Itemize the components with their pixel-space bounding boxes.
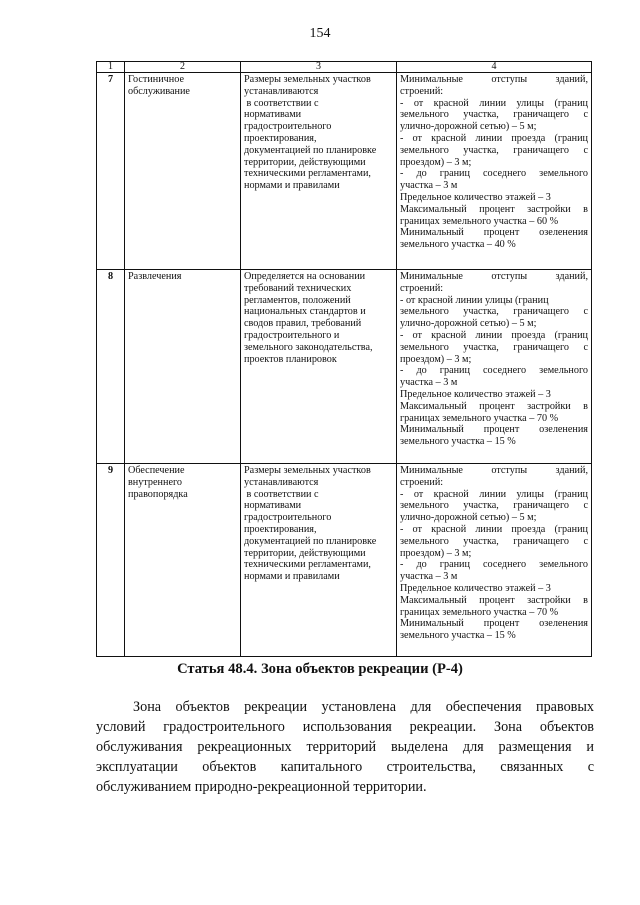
parameter-line: Минимальный процент озеленения: [400, 227, 588, 239]
parameter-line: - от красной линии проезда (границ: [400, 523, 588, 535]
plot-size-cell: [241, 464, 397, 657]
parameter-line: - от красной линии проезда (границ: [400, 132, 588, 144]
parameter-line: - до границ соседнего земельного: [400, 168, 588, 180]
plot-size-line: проектирования,: [244, 132, 317, 144]
plot-size-line: территории, действующими: [244, 547, 366, 559]
plot-size-line: Размеры земельных участков: [244, 465, 371, 476]
paragraph-line: Зона объектов рекреации установлена для обеспечения правовых: [133, 699, 594, 715]
table-header-row: [97, 62, 592, 73]
plot-size-line: земельного законодательства,: [244, 341, 373, 353]
plot-size-line: территории, действующими: [244, 156, 366, 168]
use-type-line: внутреннего: [128, 476, 182, 488]
plot-size-line: требований технических: [244, 282, 352, 294]
column-header: 4: [397, 62, 592, 73]
parameter-line: Максимальный процент застройки в: [400, 594, 588, 606]
parameter-line: Максимальный процент застройки в: [400, 400, 588, 412]
parameter-line: Предельное количество этажей – 3: [400, 582, 551, 594]
parameter-line: земельного участка, граничащего с: [400, 500, 588, 512]
plot-size-line: документацией по планировке: [244, 535, 377, 547]
parameter-line: - от красной линии улицы (границ: [400, 97, 588, 109]
plot-size-line: нормативами: [244, 109, 302, 121]
parameter-line: земельного участка, граничащего с: [400, 306, 588, 318]
column-header: 1: [97, 62, 125, 73]
parameter-line: Минимальный процент озеленения: [400, 618, 588, 630]
use-type-line: Развлечения: [128, 271, 182, 282]
plot-size-line: документацией по планировке: [244, 144, 377, 156]
plot-size-line: проектирования,: [244, 523, 317, 535]
paragraph-line: условий градостроительного использования рекреации. Зона объектов: [96, 719, 594, 735]
parameter-line: - до границ соседнего земельного: [400, 559, 588, 571]
parameter-line: земельного участка – 40 %: [400, 239, 516, 251]
plot-size-line: проектов планировок: [244, 353, 337, 365]
parameter-line: строений:: [400, 476, 444, 488]
parameter-line: земельного участка, граничащего с: [400, 144, 588, 156]
plot-size-line: в соответствии с: [244, 488, 319, 500]
table-row: [97, 464, 592, 657]
page-number: 154: [309, 26, 331, 41]
parameter-line: земельного участка, граничащего с: [400, 535, 588, 547]
parameter-line: границах земельного участка – 60 %: [400, 215, 559, 227]
parameter-line: Минимальные отступы зданий,: [400, 74, 588, 85]
parameter-line: Максимальный процент застройки в: [400, 203, 588, 215]
parameter-line: земельного участка, граничащего с: [400, 341, 588, 353]
parameter-line: границах земельного участка – 70 %: [400, 606, 559, 618]
paragraph-line: обслуживанием природно-рекреационной территории.: [96, 779, 427, 795]
parameter-line: Минимальные отступы зданий,: [400, 271, 588, 282]
plot-size-line: градостроительного и: [244, 329, 340, 341]
plot-size-line: национальных стандартов и: [244, 306, 366, 318]
column-header: 2: [125, 62, 241, 73]
parameters-cell: [397, 270, 592, 464]
plot-size-line: регламентов, положений: [244, 294, 351, 306]
plot-size-line: Определяется на основании: [244, 271, 366, 282]
plot-size-line: Размеры земельных участков: [244, 74, 371, 85]
use-type-cell: [125, 270, 241, 464]
paragraph-line: эксплуатации объектов капитального строительства, связанных с: [96, 759, 594, 775]
parameter-line: строений:: [400, 282, 444, 294]
plot-size-line: нормами и правилами: [244, 180, 340, 192]
article-paragraph: [96, 697, 594, 797]
parameter-line: Предельное количество этажей – 3: [400, 388, 551, 400]
parameter-line: участка – 3 м: [400, 571, 458, 583]
table-row: [97, 73, 592, 270]
parameter-line: проездом) – 3 м;: [400, 156, 472, 168]
plot-size-line: градостроительного: [244, 512, 332, 524]
column-header: 3: [241, 62, 397, 73]
parameters-cell: [397, 464, 592, 657]
row-number: 8: [97, 270, 125, 464]
parameter-line: проездом) – 3 м;: [400, 353, 472, 365]
use-type-cell: [125, 73, 241, 270]
parameter-line: земельного участка – 15 %: [400, 436, 516, 448]
plot-size-line: техническими регламентами,: [244, 559, 371, 571]
parameter-line: улично-дорожной сетью) – 5 м;: [400, 318, 537, 330]
article-title: Статья 48.4. Зона объектов рекреации (Р-4): [177, 661, 463, 677]
parameter-line: - до границ соседнего земельного: [400, 365, 588, 377]
plot-size-line: сводов правил, требований: [244, 318, 362, 330]
table-row: [97, 270, 592, 464]
parameter-line: улично-дорожной сетью) – 5 м;: [400, 121, 537, 133]
plot-size-cell: [241, 270, 397, 464]
plot-size-line: нормами и правилами: [244, 571, 340, 583]
parameter-line: - от красной линии улицы (границ: [400, 294, 549, 306]
parameters-cell: [397, 73, 592, 270]
parameter-line: земельного участка, граничащего с: [400, 109, 588, 121]
row-number: 9: [97, 464, 125, 657]
use-type-line: правопорядка: [128, 488, 188, 500]
row-number: 7: [97, 73, 125, 270]
parameter-line: границах земельного участка – 70 %: [400, 412, 559, 424]
parameter-line: строений:: [400, 85, 444, 97]
parameter-line: участка – 3 м: [400, 180, 458, 192]
plot-size-line: техническими регламентами,: [244, 168, 371, 180]
use-type-cell: [125, 464, 241, 657]
parameter-line: - от красной линии улицы (границ: [400, 488, 588, 500]
plot-size-line: в соответствии с: [244, 97, 319, 109]
parameter-line: Минимальные отступы зданий,: [400, 465, 588, 476]
parameter-line: - от красной линии проезда (границ: [400, 329, 588, 341]
parameter-line: участка – 3 м: [400, 377, 458, 389]
use-type-line: Гостиничное: [128, 74, 184, 85]
parameter-line: Минимальный процент озеленения: [400, 424, 588, 436]
plot-size-line: устанавливаются: [244, 85, 319, 97]
parameter-line: улично-дорожной сетью) – 5 м;: [400, 512, 537, 524]
paragraph-line: обслуживания рекреационных территорий выделена для размещения и: [96, 739, 594, 755]
plot-size-line: градостроительного: [244, 121, 332, 133]
plot-size-line: устанавливаются: [244, 476, 319, 488]
parameter-line: Предельное количество этажей – 3: [400, 191, 551, 203]
use-type-line: обслуживание: [128, 85, 190, 97]
use-type-line: Обеспечение: [128, 465, 185, 476]
plot-size-cell: [241, 73, 397, 270]
parameter-line: проездом) – 3 м;: [400, 547, 472, 559]
plot-size-line: нормативами: [244, 500, 302, 512]
parameter-line: земельного участка – 15 %: [400, 630, 516, 642]
zone-regulations-table: [96, 61, 592, 657]
